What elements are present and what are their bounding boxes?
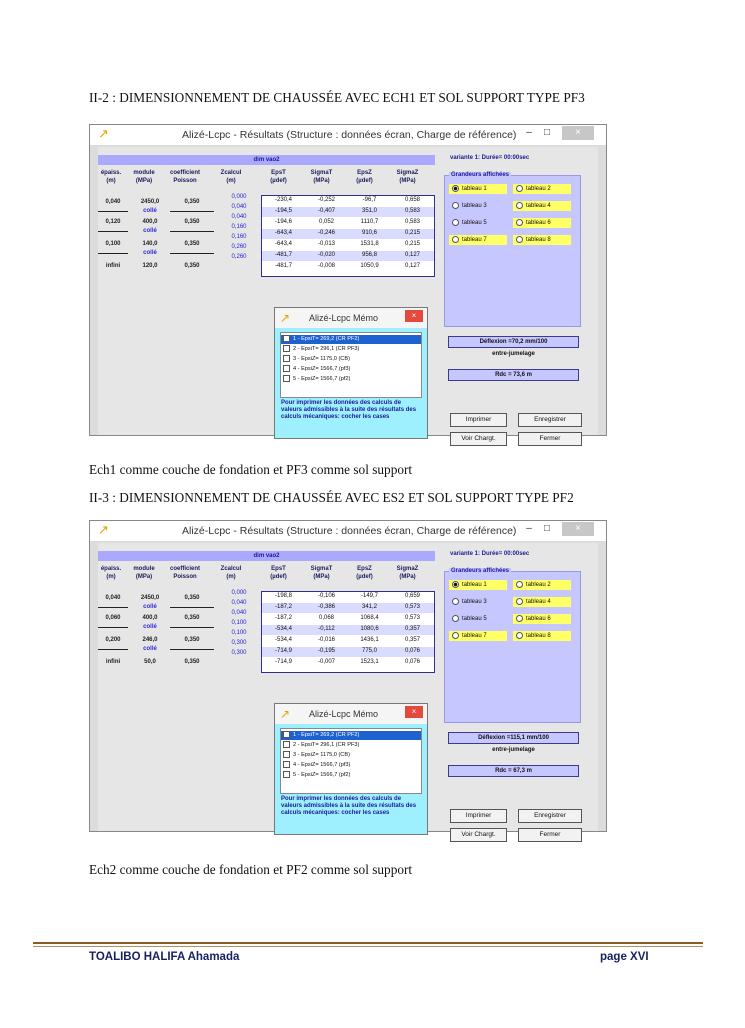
variante-label: variante 1: Durée= 00:00sec xyxy=(450,551,530,557)
interface-colle-label: collé xyxy=(143,228,157,234)
layer-ep: 0,060 xyxy=(105,615,121,621)
memo-list-item[interactable] xyxy=(281,345,421,354)
enregistrer-button[interactable]: Enregistrer xyxy=(518,413,582,427)
results-row xyxy=(262,614,434,624)
results-cell: 0,215 xyxy=(404,241,420,247)
checkbox-icon[interactable] xyxy=(283,365,290,372)
tableau-label: tableau 8 xyxy=(526,633,551,639)
layer-mod: 120,0 xyxy=(142,263,158,269)
results-cell: 0,127 xyxy=(404,263,420,269)
results-table xyxy=(261,591,435,673)
results-cell: -534,4 xyxy=(274,626,292,632)
memo-note: Pour imprimer les données des calculs de valeurs admissibles à la suite des résultats des calculs mécaniques: cocher les cases xyxy=(281,400,417,421)
footer-page-number: page XVI xyxy=(600,951,649,963)
checkbox-icon[interactable] xyxy=(283,741,290,748)
results-cell: -643,4 xyxy=(274,230,292,236)
layer-nu: 0,350 xyxy=(184,595,200,601)
results-cell: 0,357 xyxy=(404,637,420,643)
layer-nu: 0,350 xyxy=(184,615,200,621)
results-cell: -149,7 xyxy=(360,593,378,599)
results-cell: -0,195 xyxy=(317,648,335,654)
layer-ep: 0,100 xyxy=(105,241,121,247)
tableau-radio-2[interactable] xyxy=(513,580,571,590)
results-cell: 775,0 xyxy=(361,648,377,654)
close-button[interactable]: × xyxy=(562,522,594,536)
column-header: EpsZ (µdef) xyxy=(356,170,373,184)
zcalcul-value: 0,100 xyxy=(231,620,247,626)
memo-item-label: 1 - EpsiT= 269,2 (CR PF2) xyxy=(293,732,360,738)
grandeurs-label: Grandeurs affichées xyxy=(451,172,510,178)
layer-nu: 0,350 xyxy=(184,199,200,205)
results-cell: -481,7 xyxy=(274,252,292,258)
entre-jumelage-label: entre-jumelage xyxy=(492,747,535,753)
results-cell: -714,9 xyxy=(274,659,292,665)
layer-nu: 0,350 xyxy=(184,219,200,225)
memo-list xyxy=(280,728,422,794)
layer-separator xyxy=(98,253,128,254)
layer-ep: 0,200 xyxy=(105,637,121,643)
memo-titlebar xyxy=(275,308,427,328)
tableau-radio-3[interactable] xyxy=(449,597,507,607)
layer-separator xyxy=(170,253,214,254)
layer-mod: 400,0 xyxy=(142,615,158,621)
radio-icon[interactable] xyxy=(452,185,459,192)
checkbox-icon[interactable] xyxy=(283,731,290,738)
results-cell: -187,2 xyxy=(274,615,292,621)
column-header: coefficient Poisson xyxy=(169,566,200,580)
results-cell: 956,8 xyxy=(361,252,377,258)
tableau-label: tableau 8 xyxy=(526,237,551,243)
memo-item-label: 2 - EpsiT= 296,1 (CR PF3) xyxy=(293,346,360,352)
results-row xyxy=(262,658,434,668)
column-header: Zcalcul (m) xyxy=(220,566,242,580)
results-cell: -0,252 xyxy=(317,197,335,203)
radio-icon[interactable] xyxy=(452,236,459,243)
alize-logo-icon: ↗ xyxy=(280,311,291,325)
memo-item-label: 2 - EpsiT= 296,1 (CR PF3) xyxy=(293,742,360,748)
column-header: épaiss. (m) xyxy=(100,566,122,580)
layer-mod: 50,0 xyxy=(144,659,156,665)
radio-icon[interactable] xyxy=(516,581,523,588)
results-row xyxy=(262,647,434,657)
memo-item-label: 3 - EpsiZ= 1175,0 (CB) xyxy=(293,356,350,362)
tableau-radio-5[interactable] xyxy=(449,218,507,228)
memo-close-button[interactable]: × xyxy=(405,706,423,718)
column-header: SigmaZ (MPa) xyxy=(396,566,419,580)
results-panel xyxy=(98,147,598,442)
layer-nu: 0,350 xyxy=(184,263,200,269)
results-cell: 910,6 xyxy=(361,230,377,236)
memo-list-item[interactable] xyxy=(281,741,421,750)
tableau-label: tableau 5 xyxy=(462,616,487,622)
alize-logo-icon: ↗ xyxy=(280,707,291,721)
checkbox-icon[interactable] xyxy=(283,375,290,382)
dim-label: dim vao2 xyxy=(98,155,435,165)
column-header: EpsT (µdef) xyxy=(270,566,287,580)
memo-title: Alizé-Lcpc Mémo xyxy=(309,709,379,719)
layer-separator xyxy=(170,211,214,212)
results-panel xyxy=(98,543,598,838)
tableau-label: tableau 4 xyxy=(526,599,551,605)
tableau-radio-6[interactable] xyxy=(513,614,571,624)
zcalcul-value: 0,000 xyxy=(231,194,247,200)
zcalcul-value: 0,260 xyxy=(231,254,247,260)
results-cell: 0,076 xyxy=(404,648,420,654)
results-cell: 1110,7 xyxy=(360,219,379,225)
results-cell: 0,357 xyxy=(404,626,420,632)
caption-ech2: Ech2 comme couche de fondation et PF2 comme sol support xyxy=(89,862,413,877)
layer-ep: 0,120 xyxy=(105,219,121,225)
tableau-label: tableau 2 xyxy=(526,582,551,588)
results-cell: -643,4 xyxy=(274,241,292,247)
tableau-radio-7[interactable] xyxy=(449,631,507,641)
tableau-label: tableau 7 xyxy=(462,633,487,639)
checkbox-icon[interactable] xyxy=(283,355,290,362)
deflexion-value: Déflexion =115,1 mm/100 xyxy=(448,732,579,744)
memo-item-label: 4 - EpsiZ= 1566,7 (pf3) xyxy=(293,366,351,372)
radio-icon[interactable] xyxy=(452,632,459,639)
results-cell: -194,5 xyxy=(274,208,292,214)
results-cell: -0,013 xyxy=(317,241,335,247)
results-row xyxy=(262,229,434,239)
results-row xyxy=(262,636,434,646)
section-heading-ii-2: II-2 : DIMENSIONNEMENT DE CHAUSSÉE AVEC ECH1 ET SOL SUPPORT TYPE PF3 xyxy=(89,90,585,105)
results-cell: -198,8 xyxy=(274,593,292,599)
fermer-button[interactable]: Fermer xyxy=(518,828,582,842)
tableau-label: tableau 6 xyxy=(526,616,551,622)
results-cell: -0,112 xyxy=(318,626,335,632)
alize-results-screenshot-2 xyxy=(89,520,607,838)
results-row xyxy=(262,196,434,206)
radio-icon[interactable] xyxy=(452,202,459,209)
dim-label: dim vao2 xyxy=(98,551,435,561)
results-cell: -0,246 xyxy=(317,230,335,236)
radio-icon[interactable] xyxy=(516,598,523,605)
tableau-radio-4[interactable] xyxy=(513,597,571,607)
interface-colle-label: collé xyxy=(143,250,157,256)
tableau-label: tableau 4 xyxy=(526,203,551,209)
tableau-radio-3[interactable] xyxy=(449,201,507,211)
memo-item-label: 1 - EpsiT= 269,2 (CR PF2) xyxy=(293,336,360,342)
results-row xyxy=(262,592,434,602)
interface-colle-label: collé xyxy=(143,646,157,652)
memo-title: Alizé-Lcpc Mémo xyxy=(309,313,379,323)
results-cell: 0,076 xyxy=(404,659,420,665)
footer-author: TOALIBO HALIFA Ahamada xyxy=(89,951,240,963)
results-cell: -0,016 xyxy=(317,637,335,643)
imprimer-button[interactable]: Imprimer xyxy=(450,413,507,427)
layer-separator xyxy=(170,627,214,628)
tableau-radio-5[interactable] xyxy=(449,614,507,624)
zcalcul-value: 0,260 xyxy=(231,244,247,250)
memo-list-item[interactable] xyxy=(281,375,421,384)
maximize-button[interactable]: □ xyxy=(543,127,551,138)
memo-item-label: 5 - EpsiZ= 1566,7 (pf2) xyxy=(293,376,351,382)
results-cell: 0,583 xyxy=(404,219,420,225)
alize-logo-icon: ↗ xyxy=(98,126,109,141)
imprimer-button[interactable]: Imprimer xyxy=(450,809,507,823)
zcalcul-value: 0,040 xyxy=(231,204,247,210)
zcalcul-value: 0,160 xyxy=(231,224,247,230)
tableau-label: tableau 2 xyxy=(526,186,551,192)
interface-colle-label: collé xyxy=(143,604,157,610)
layer-nu: 0,350 xyxy=(184,637,200,643)
results-cell: -194,6 xyxy=(274,219,292,225)
memo-dialog xyxy=(274,307,428,439)
window-titlebar xyxy=(90,521,606,541)
results-cell: 0,659 xyxy=(404,593,420,599)
layer-mod: 400,0 xyxy=(142,219,158,225)
memo-list-item[interactable] xyxy=(281,731,421,740)
layer-mod: 140,0 xyxy=(142,241,158,247)
results-cell: -534,4 xyxy=(274,637,292,643)
radio-icon[interactable] xyxy=(516,202,523,209)
radio-icon[interactable] xyxy=(452,219,459,226)
tableau-label: tableau 7 xyxy=(462,237,487,243)
layer-separator xyxy=(98,211,128,212)
radio-icon[interactable] xyxy=(452,615,459,622)
layer-separator xyxy=(98,627,128,628)
layer-separator xyxy=(98,607,128,608)
results-row xyxy=(262,240,434,250)
caption-ech1: Ech1 comme couche de fondation et PF3 comme sol support xyxy=(89,462,413,477)
radio-icon[interactable] xyxy=(452,598,459,605)
tableau-radio-6[interactable] xyxy=(513,218,571,228)
zcalcul-value: 0,300 xyxy=(231,640,247,646)
results-row xyxy=(262,603,434,613)
results-cell: 1523,1 xyxy=(360,659,379,665)
radio-icon[interactable] xyxy=(516,219,523,226)
results-cell: 1068,4 xyxy=(360,615,379,621)
grandeurs-group xyxy=(444,568,581,723)
grandeurs-group xyxy=(444,172,581,327)
entre-jumelage-label: entre-jumelage xyxy=(492,351,535,357)
layer-mod: 246,0 xyxy=(142,637,158,643)
tableau-radio-8[interactable] xyxy=(513,235,571,245)
layer-separator xyxy=(170,231,214,232)
results-cell: 1531,8 xyxy=(360,241,379,247)
column-header: SigmaT (MPa) xyxy=(310,566,333,580)
results-cell: 1050,9 xyxy=(360,263,379,269)
close-button[interactable]: × xyxy=(562,126,594,140)
checkbox-icon[interactable] xyxy=(283,761,290,768)
memo-titlebar xyxy=(275,704,427,724)
variante-label: variante 1: Durée= 00:00sec xyxy=(450,155,530,161)
zcalcul-value: 0,100 xyxy=(231,630,247,636)
memo-list-item[interactable] xyxy=(281,335,421,344)
results-cell: 0,215 xyxy=(404,230,420,236)
zcalcul-value: 0,040 xyxy=(231,600,247,606)
radio-icon[interactable] xyxy=(516,185,523,192)
results-cell: -714,9 xyxy=(274,648,292,654)
memo-list-item[interactable] xyxy=(281,355,421,364)
grandeurs-label: Grandeurs affichées xyxy=(451,568,510,574)
layer-nu: 0,350 xyxy=(184,659,200,665)
results-cell: -481,7 xyxy=(274,263,292,269)
section-heading-ii-3: II-3 : DIMENSIONNEMENT DE CHAUSSÉE AVEC ES2 ET SOL SUPPORT TYPE PF2 xyxy=(89,490,574,505)
layer-ep: infini xyxy=(105,263,121,269)
results-cell: -0,106 xyxy=(317,593,335,599)
memo-close-button[interactable]: × xyxy=(405,310,423,322)
radio-icon[interactable] xyxy=(516,615,523,622)
zcalcul-value: 0,300 xyxy=(231,650,247,656)
results-cell: 0,583 xyxy=(404,208,420,214)
column-header: épaiss. (m) xyxy=(100,170,122,184)
results-cell: 351,0 xyxy=(361,208,377,214)
window-title: Alizé-Lcpc - Résultats (Structure : données écran, Charge de référence) xyxy=(182,525,517,537)
results-table xyxy=(261,195,435,277)
zcalcul-value: 0,160 xyxy=(231,234,247,240)
memo-item-label: 4 - EpsiZ= 1566,7 (pf3) xyxy=(293,762,351,768)
results-cell: 0,573 xyxy=(404,615,420,621)
tableau-radio-4[interactable] xyxy=(513,201,571,211)
checkbox-icon[interactable] xyxy=(283,771,290,778)
radio-icon[interactable] xyxy=(516,632,523,639)
results-cell: -0,386 xyxy=(317,604,335,610)
column-header: SigmaT (MPa) xyxy=(310,170,333,184)
column-header: module (MPa) xyxy=(133,170,155,184)
column-header: coefficient Poisson xyxy=(169,170,200,184)
footer-rule-thin xyxy=(33,946,703,947)
results-row xyxy=(262,625,434,635)
memo-item-label: 3 - EpsiZ= 1175,0 (CB) xyxy=(293,752,350,758)
results-cell: -230,4 xyxy=(274,197,292,203)
layer-mod: 2450,0 xyxy=(140,199,160,205)
layer-separator xyxy=(170,649,214,650)
tableau-radio-1[interactable] xyxy=(449,184,507,194)
checkbox-icon[interactable] xyxy=(283,335,290,342)
memo-dialog xyxy=(274,703,428,835)
column-header: SigmaZ (MPa) xyxy=(396,170,419,184)
rdc-value: Rdc = 73,6 m xyxy=(448,369,579,381)
layer-nu: 0,350 xyxy=(184,241,200,247)
alize-logo-icon: ↗ xyxy=(98,522,109,537)
fermer-button[interactable]: Fermer xyxy=(518,432,582,446)
layer-separator xyxy=(98,231,128,232)
results-cell: 0,573 xyxy=(404,604,420,610)
tableau-label: tableau 3 xyxy=(462,599,487,605)
maximize-button[interactable]: □ xyxy=(543,523,551,534)
results-cell: -187,2 xyxy=(274,604,292,610)
results-row xyxy=(262,251,434,261)
layer-separator xyxy=(98,649,128,650)
memo-list-item[interactable] xyxy=(281,761,421,770)
voir-chargt-button[interactable]: Voir Chargt. xyxy=(450,828,507,842)
rdc-value: Rdc = 67,3 m xyxy=(448,765,579,777)
results-cell: 0,658 xyxy=(404,197,420,203)
minimize-button[interactable]: – xyxy=(526,523,532,534)
layer-mod: 2450,0 xyxy=(140,595,160,601)
tableau-label: tableau 3 xyxy=(462,203,487,209)
memo-item-label: 5 - EpsiZ= 1566,7 (pf2) xyxy=(293,772,351,778)
results-cell: -0,407 xyxy=(317,208,335,214)
tableau-radio-7[interactable] xyxy=(449,235,507,245)
memo-list-item[interactable] xyxy=(281,751,421,760)
radio-icon[interactable] xyxy=(516,236,523,243)
results-cell: -0,007 xyxy=(317,659,335,665)
minimize-button[interactable]: – xyxy=(526,127,532,138)
radio-icon[interactable] xyxy=(452,581,459,588)
results-cell: 0,068 xyxy=(318,615,334,621)
column-header: EpsT (µdef) xyxy=(270,170,287,184)
results-cell: -0,008 xyxy=(317,263,335,269)
column-header: Zcalcul (m) xyxy=(220,170,242,184)
interface-colle-label: collé xyxy=(143,208,157,214)
tableau-label: tableau 1 xyxy=(462,186,487,192)
zcalcul-value: 0,000 xyxy=(231,590,247,596)
zcalcul-value: 0,040 xyxy=(231,214,247,220)
results-cell: 0,127 xyxy=(404,252,420,258)
enregistrer-button[interactable]: Enregistrer xyxy=(518,809,582,823)
results-row xyxy=(262,218,434,228)
interface-colle-label: collé xyxy=(143,624,157,630)
tableau-radio-1[interactable] xyxy=(449,580,507,590)
window-title: Alizé-Lcpc - Résultats (Structure : données écran, Charge de référence) xyxy=(182,129,517,141)
tableau-label: tableau 6 xyxy=(526,220,551,226)
memo-note: Pour imprimer les données des calculs de valeurs admissibles à la suite des résultats des calculs mécaniques: cocher les cases xyxy=(281,796,417,817)
window-titlebar xyxy=(90,125,606,145)
checkbox-icon[interactable] xyxy=(283,345,290,352)
column-header: EpsZ (µdef) xyxy=(356,566,373,580)
results-cell: 341,2 xyxy=(361,604,377,610)
results-cell: 0,052 xyxy=(318,219,334,225)
layer-ep: infini xyxy=(105,659,121,665)
memo-list-item[interactable] xyxy=(281,365,421,374)
results-cell: 1080,6 xyxy=(360,626,379,632)
results-row xyxy=(262,262,434,272)
memo-list-item[interactable] xyxy=(281,771,421,780)
tableau-radio-8[interactable] xyxy=(513,631,571,641)
layer-separator xyxy=(170,607,214,608)
layer-ep: 0,040 xyxy=(105,595,121,601)
results-row xyxy=(262,207,434,217)
results-cell: 1436,1 xyxy=(360,637,379,643)
tableau-radio-2[interactable] xyxy=(513,184,571,194)
column-header: module (MPa) xyxy=(133,566,155,580)
memo-list xyxy=(280,332,422,398)
zcalcul-value: 0,040 xyxy=(231,610,247,616)
deflexion-value: Déflexion =70,2 mm/100 xyxy=(448,336,579,348)
results-cell: -0,020 xyxy=(317,252,335,258)
tableau-label: tableau 5 xyxy=(462,220,487,226)
checkbox-icon[interactable] xyxy=(283,751,290,758)
voir-chargt-button[interactable]: Voir Chargt. xyxy=(450,432,507,446)
layer-ep: 0,040 xyxy=(105,199,121,205)
tableau-label: tableau 1 xyxy=(462,582,487,588)
footer-rule xyxy=(33,942,703,944)
alize-results-screenshot-1 xyxy=(89,124,607,442)
results-cell: -96,7 xyxy=(362,197,377,203)
